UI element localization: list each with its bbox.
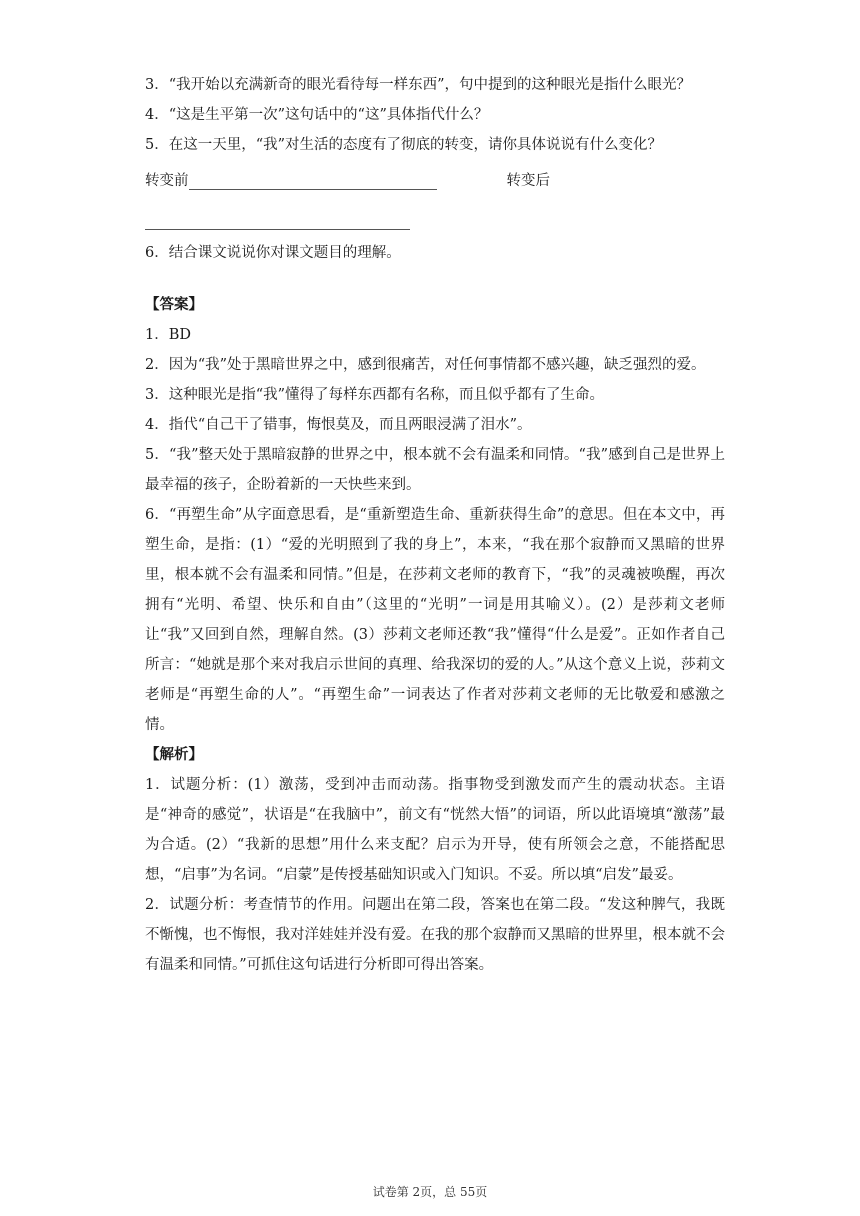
answer-2: 2．因为“我”处于黑暗世界之中，感到很痛苦，对任何事情都不感兴趣，缺乏强烈的爱。 — [145, 357, 706, 373]
answer-6: 6．“再塑生命”从字面意思看，是“重新塑造生命、重新获得生命”的意思。但在本文中，再塑生命，是指：(1）“爱的光明照到了我的身上”，本来，“我在那个寂静而又黑暗的世界里，根本就不会有温柔和同情。”但是，在莎莉文老师的教育下，“我”的灵魂被唤醒，再次拥有“光明、希望、快乐和自由”（这里的“光明”一词是用其喻义）。(2）是莎莉文老师让“我”又回到自然，理解自然。(3）莎莉文老师还教“我”懂得“什么是爱”。正如作者自己所言：“她就是那个来对我启示世间的真理、给我深切的爱的人。”从这个意义上说，莎莉文老师是“再塑生命的人”。“再塑生命”一词表达了作者对莎莉文老师的无比敬爱和感激之情。 — [145, 507, 725, 733]
analysis-1: 1．试题分析：(1）激荡，受到冲击而动荡。指事物受到激发而产生的震动状态。主语是“神奇的感觉”，状语是“在我脑中”，前文有“恍然大悟”的词语，所以此语境填“激荡”最为合适。(2）“我新的思想”用什么来支配？启示为开导，使有所领会之意，不能搭配思想，“启事”为名词。“启蒙”是传授基础知识或入门知识。不妥。所以填“启发”最妥。 — [145, 777, 725, 883]
after-blank — [145, 211, 410, 230]
analysis-heading: 【解析】 — [145, 746, 203, 763]
question-5: 5．在这一天里，“我”对生活的态度有了彻底的转变，请你具体说说有什么变化？ — [145, 137, 663, 153]
change-answer-row — [145, 160, 725, 190]
question-4: 4．“这是生平第一次”这句话中的“这”具体指代什么？ — [145, 107, 489, 123]
analysis-2: 2．试题分析：考查情节的作用。问题出在第二段，答案也在第二段。“发这种脾气，我既不惭愧，也不悔恨，我对洋娃娃并没有爱。在我的那个寂静而又黑暗的世界里，根本就不会有温柔和同情。”可抓住这句话进行分析即可得出答案。 — [145, 897, 725, 973]
after-blank-row — [145, 200, 725, 230]
after-label: 转变后 — [506, 173, 550, 189]
page-footer: 试卷第 2页，总 55页 — [372, 1185, 488, 1199]
before-label: 转变前 — [145, 173, 189, 189]
before-blank — [189, 171, 437, 190]
question-6: 6．结合课文说说你对课文题目的理解。 — [145, 245, 401, 261]
answer-5: 5．“我”整天处于黑暗寂静的世界之中，根本就不会有温柔和同情。“我”感到自己是世界上最幸福的孩子，企盼着新的一天快些来到。 — [145, 447, 725, 493]
answer-1: 1．BD — [145, 327, 192, 343]
answer-3: 3．这种眼光是指“我”懂得了每样东西都有名称，而且似乎都有了生命。 — [145, 387, 605, 403]
page-content — [145, 70, 725, 980]
answer-4: 4．指代“自己干了错事，悔恨莫及，而且两眼浸满了泪水”。 — [145, 417, 532, 433]
answer-heading: 【答案】 — [145, 296, 203, 313]
question-3: 3．“我开始以充满新奇的眼光看待每一样东西”，句中提到的这种眼光是指什么眼光？ — [145, 77, 692, 93]
